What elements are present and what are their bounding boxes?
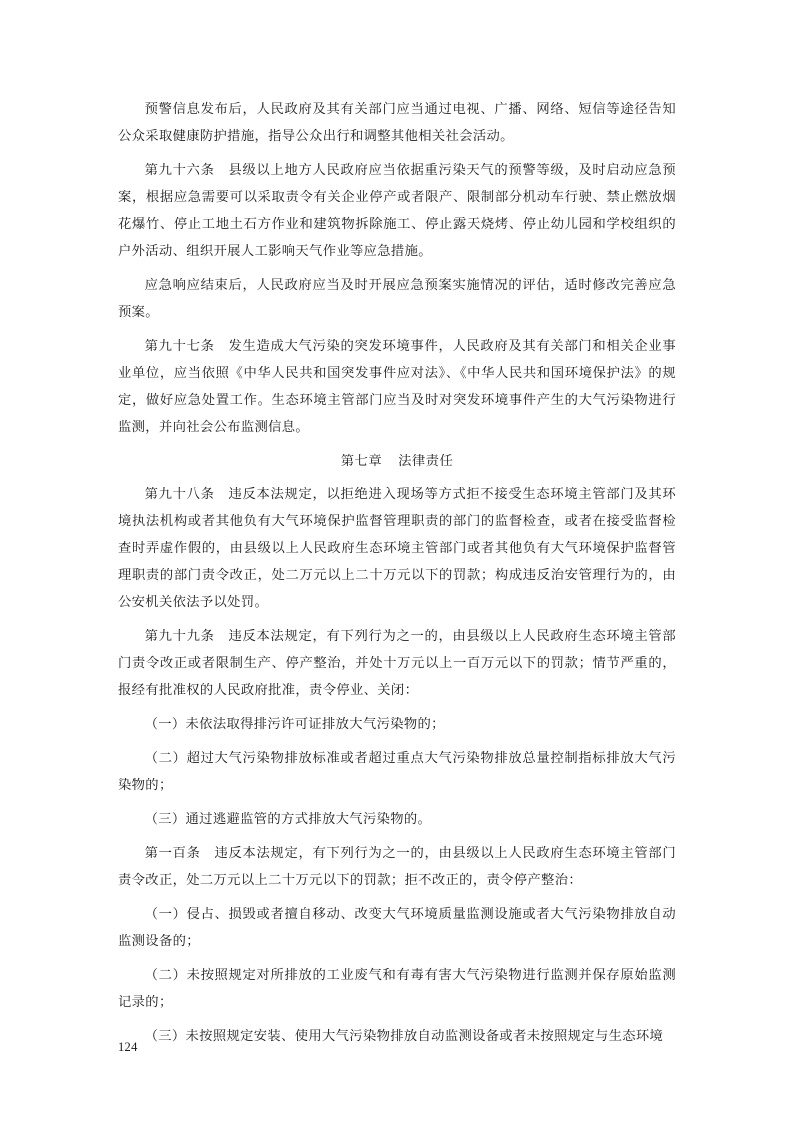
list-item-100-2: （二）未按照规定对所排放的工业废气和有毒有害大气污染物进行监测并保存原始监测记录的； [118, 968, 676, 1010]
chapter-title: 法律责任 [398, 454, 454, 469]
list-item-99-2: （二）超过大气污染物排放标准或者超过重点大气污染物排放总量控制指标排放大气污染物的； [118, 751, 676, 793]
paragraph-article-99: 第九十九条 违反本法规定，有下列行为之一的，由县级以上人民政府生态环境主管部门责令改正或者限制生产、停产整治，并处十万元以上一百万元以下的罚款；情节严重的，报经有批准权的人民政府批准，责令停业、关闭： [118, 629, 676, 698]
list-item-100-1: （一）侵占、损毁或者擅自移动、改变大气环境质量监测设施或者大气污染物排放自动监测设备的； [118, 907, 676, 949]
paragraph-article-97: 第九十七条 发生造成大气污染的突发环境事件，人民政府及其有关部门和相关企业事业单位，应当依照《中华人民共和国突发事件应对法》、《中华人民共和国环境保护法》的规定，做好应急处置工作。生态环境主管部门应当及时对突发环境事件产生的大气污染物进行监测，并向社会公布监测信息。 [118, 339, 676, 435]
list-item-99-1: （一）未依法取得排污许可证排放大气污染物的； [144, 717, 445, 732]
paragraph-warning-release: 预警信息发布后，人民政府及其有关部门应当通过电视、广播、网络、短信等途径告知公众采取健康防护措施，指导公众出行和调整其他相关社会活动。 [118, 102, 676, 144]
paragraph-article-96: 第九十六条 县级以上地方人民政府应当依据重污染天气的预警等级，及时启动应急预案，根据应急需要可以采取责令有关企业停产或者限产、限制部分机动车行驶、禁止燃放烟花爆竹、停止工地土石方作业和建筑物拆除施工、停止露天烧烤、停止幼儿园和学校组织的户外活动、组织开展人工影响天气作业等应急措施。 [118, 163, 676, 259]
page-number: 124 [118, 1040, 138, 1054]
list-item-100-3: （三）未按照规定安装、使用大气污染物排放自动监测设备或者未按照规定与生态环境 [144, 1029, 664, 1044]
paragraph-article-98: 第九十八条 违反本法规定，以拒绝进入现场等方式拒不接受生态环境主管部门及其环境执法机构或者其他负有大气环境保护监督管理职责的部门的监督检查，或者在接受监督检查时弄虚作假的，由县级以上人民政府生态环境主管部门或者其他负有大气环境保护监督管理职责的部门责令改正，处二万元以上二十万元以下的罚款；构成违反治安管理行为的，由公安机关依法予以处罚。 [118, 487, 676, 610]
chapter-number: 第七章 [340, 454, 383, 469]
paragraph-emergency-response-end: 应急响应结束后，人民政府应当及时开展应急预案实施情况的评估，适时修改完善应急预案。 [118, 278, 676, 320]
chapter-heading [118, 448, 676, 475]
paragraph-article-100: 第一百条 违反本法规定，有下列行为之一的，由县级以上人民政府生态环境主管部门责令改正，处二万元以上二十万元以下的罚款；拒不改正的，责令停产整治： [118, 846, 676, 888]
document-page [118, 96, 676, 1057]
list-item-99-3: （三）通过逃避监管的方式排放大气污染物的。 [144, 812, 432, 827]
